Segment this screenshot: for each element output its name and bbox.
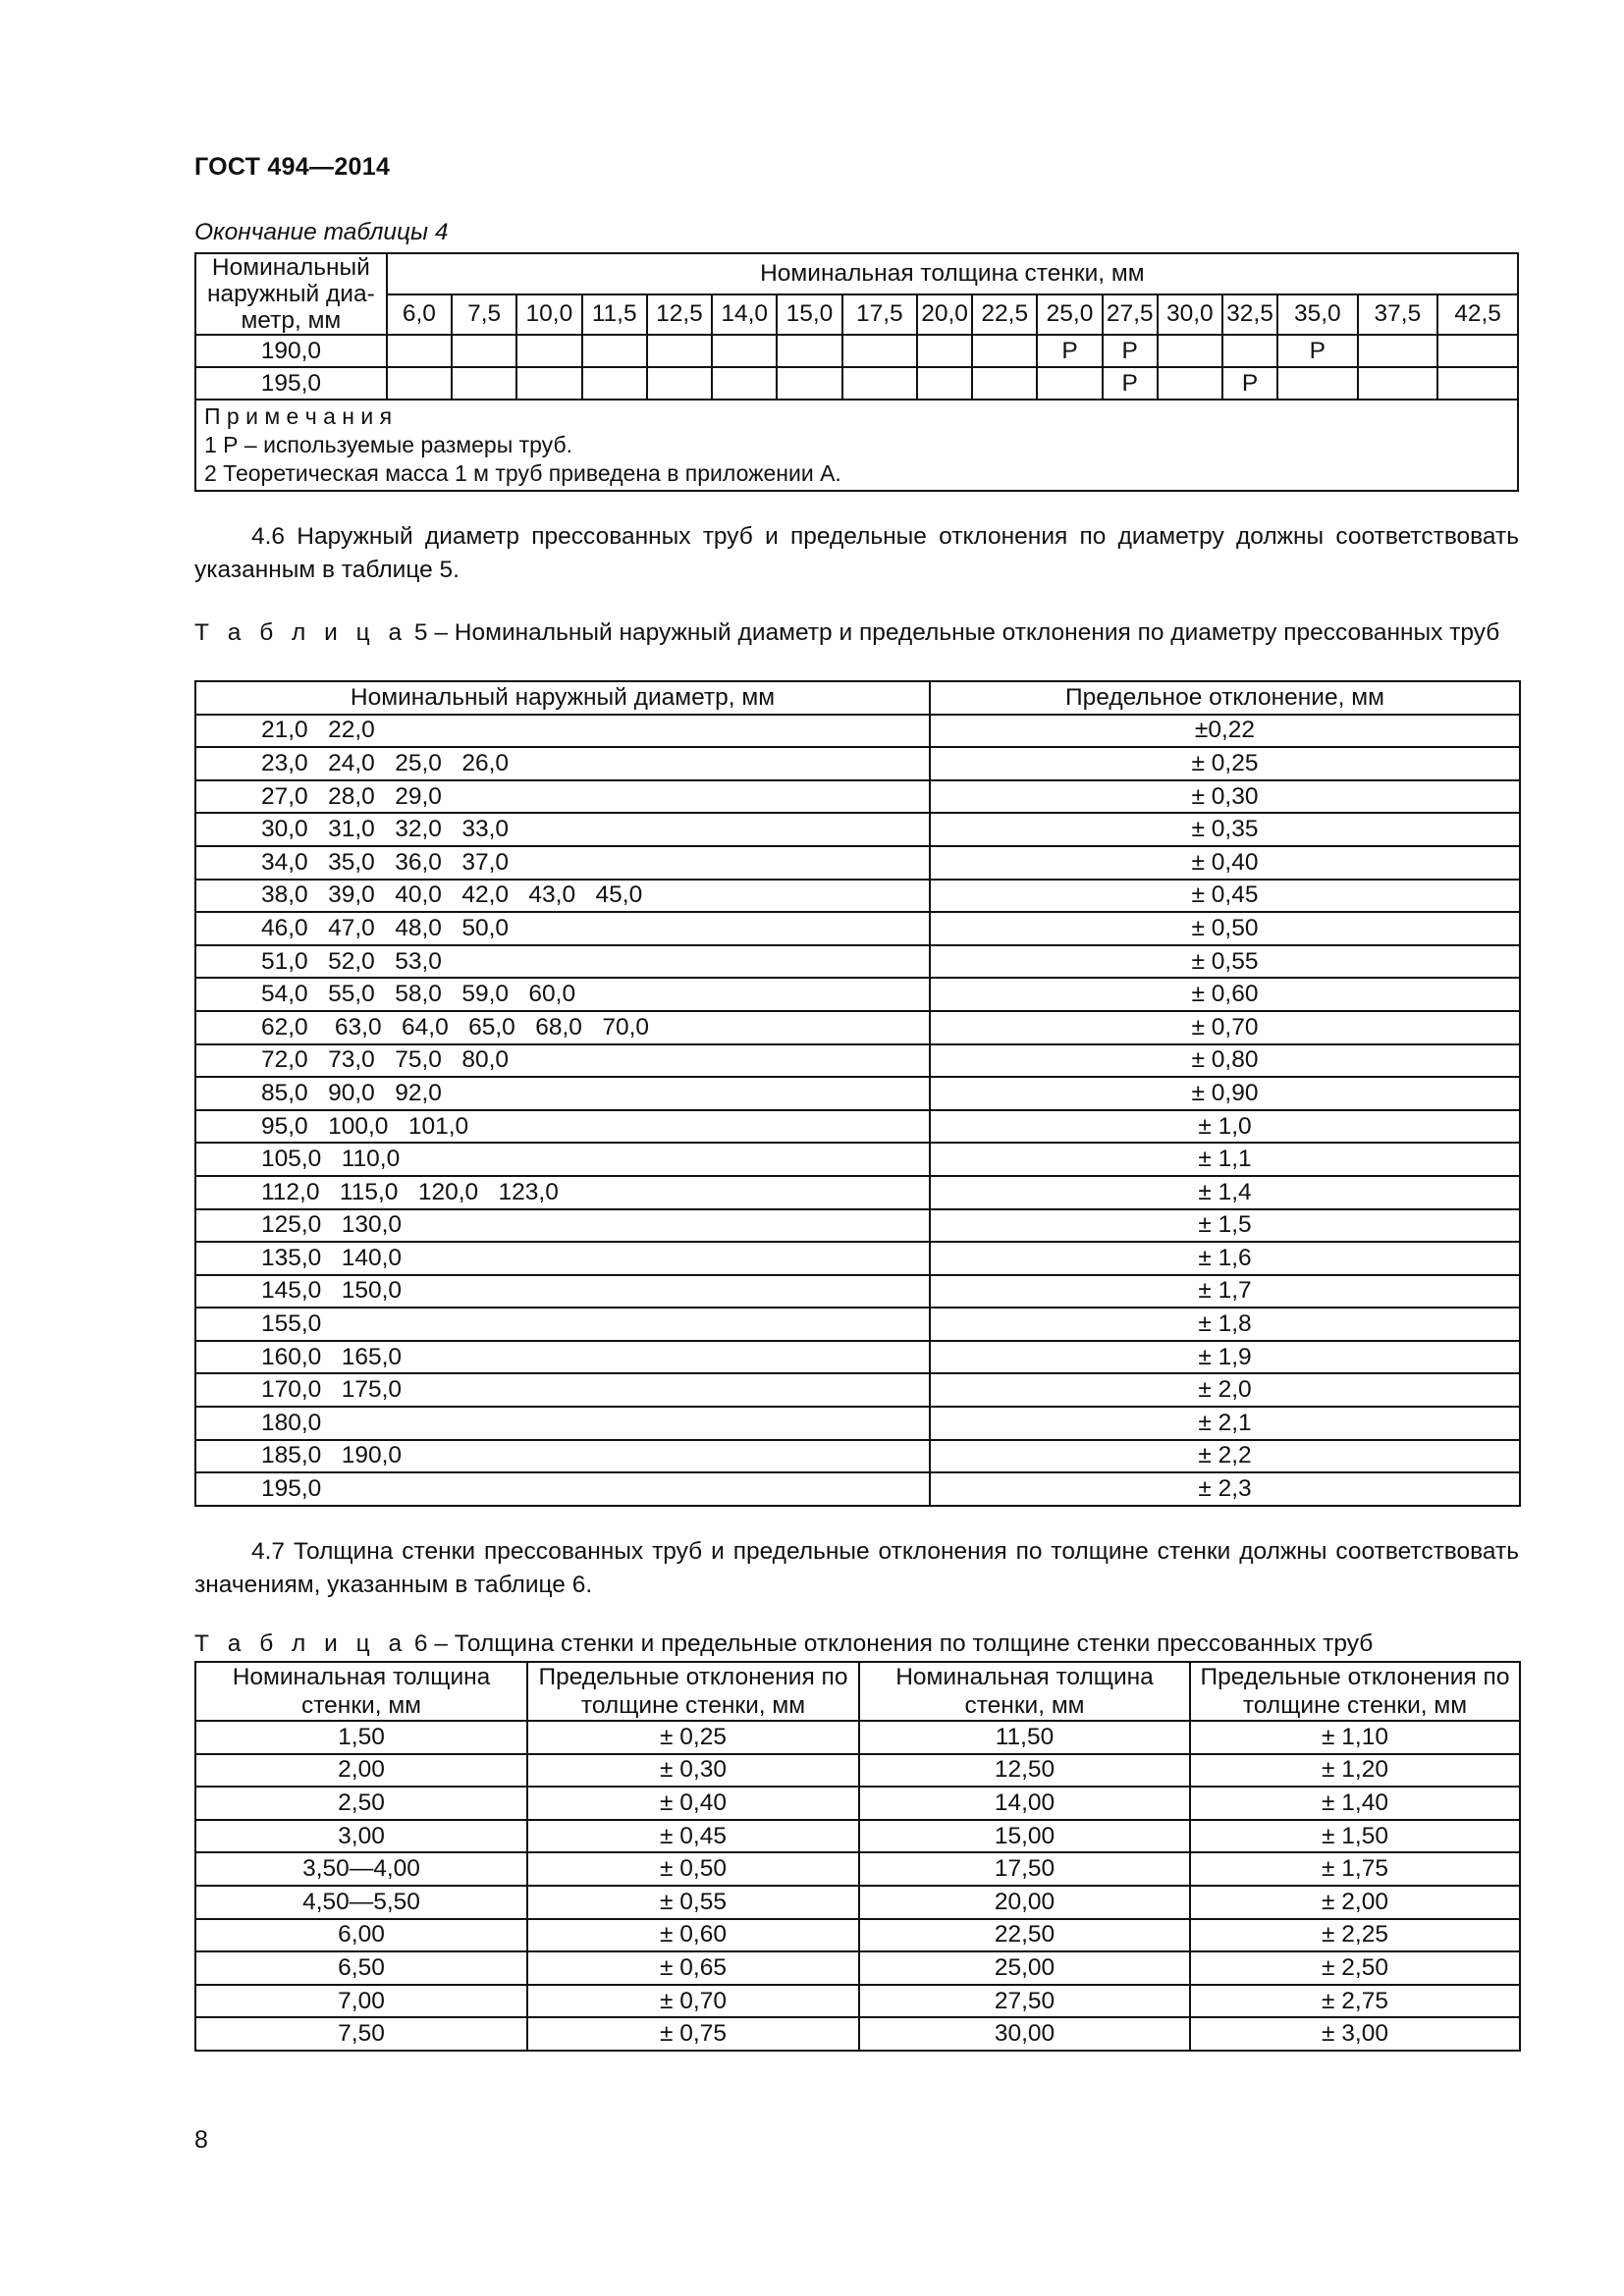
table6-cell: ± 1,75 — [1190, 1852, 1520, 1886]
table4-note-item: 2 Теоретическая масса 1 м труб приведена в приложении А. — [204, 460, 841, 486]
table5-deviation-cell: ± 0,30 — [930, 780, 1520, 814]
table-row — [195, 1110, 1520, 1144]
table6-cell: 15,00 — [859, 1820, 1190, 1853]
table4-column-header: 35,0 — [1277, 294, 1358, 336]
table6-cell: 6,00 — [195, 1919, 527, 1952]
table5-deviation-cell: ± 0,35 — [930, 813, 1520, 846]
table-row — [195, 1787, 1520, 1820]
table6-cell: ± 1,10 — [1190, 1721, 1520, 1754]
table4-column-header: 7,5 — [452, 294, 516, 336]
paragraph-4-7-text: Толщина стенки прессованных труб и предельные отклонения по толщине стенки должны соответствовать значениям, указанным в таблице 6. — [194, 1538, 1519, 1598]
table-row — [195, 1886, 1520, 1919]
table6-cell: 7,50 — [195, 2017, 527, 2051]
table4-cell — [842, 367, 917, 400]
table5-diameters-cell: 170,0 175,0 — [195, 1373, 930, 1407]
table5-deviation-cell: ± 0,25 — [930, 747, 1520, 780]
table4-cell — [1222, 335, 1277, 367]
table4-diameter-cell: 190,0 — [195, 335, 387, 367]
table4-cell — [972, 367, 1037, 400]
table6-cell: ± 1,40 — [1190, 1787, 1520, 1820]
table-row — [195, 1143, 1520, 1176]
table-row — [195, 1721, 1520, 1754]
table-row — [195, 1341, 1520, 1374]
table6-cell: 3,50—4,00 — [195, 1852, 527, 1886]
table4-cell — [712, 367, 777, 400]
table4-column-header: 20,0 — [917, 294, 972, 336]
table4-cell — [387, 335, 452, 367]
table6-cell: ± 0,40 — [527, 1787, 859, 1820]
table6-cell: 30,00 — [859, 2017, 1190, 2051]
table4-cell — [917, 335, 972, 367]
table6-cell: 12,50 — [859, 1754, 1190, 1788]
table-row — [195, 813, 1520, 846]
table6-cell: 2,50 — [195, 1787, 527, 1820]
table6-cell: 25,00 — [859, 1951, 1190, 1985]
table-row — [195, 2017, 1520, 2051]
table6-cell: ± 1,20 — [1190, 1754, 1520, 1788]
table4-column-header: 32,5 — [1222, 294, 1277, 336]
table5-deviation-cell: ± 0,90 — [930, 1077, 1520, 1110]
table6-cell: ± 0,30 — [527, 1754, 859, 1788]
table4-cell — [582, 367, 647, 400]
table5-deviation-cell: ± 1,1 — [930, 1143, 1520, 1176]
table-row — [195, 1011, 1520, 1044]
table4-column-header: 42,5 — [1437, 294, 1518, 336]
table5-diameters-cell: 46,0 47,0 48,0 50,0 — [195, 912, 930, 945]
table5-deviation-cell: ±0,22 — [930, 715, 1520, 748]
table4-cell — [972, 335, 1037, 367]
table4-cell — [452, 335, 516, 367]
table4-diameter-cell: 195,0 — [195, 367, 387, 400]
table5-deviation-cell: ± 0,55 — [930, 945, 1520, 979]
table4-cell — [1437, 367, 1518, 400]
table5-deviation-cell: ± 0,40 — [930, 846, 1520, 880]
table6-cell: 11,50 — [859, 1721, 1190, 1754]
table6-cell: ± 0,75 — [527, 2017, 859, 2051]
table-row — [195, 945, 1520, 979]
table5-deviation-cell: ± 2,1 — [930, 1407, 1520, 1440]
table5-deviation-cell: ± 1,4 — [930, 1176, 1520, 1209]
table5-header-deviation: Предельное отклонение, мм — [930, 681, 1520, 715]
table4-notes-row — [195, 400, 1518, 491]
table5-diameters-cell: 95,0 100,0 101,0 — [195, 1110, 930, 1144]
table4-row-header: Номинальный наружный диа-метр, мм — [195, 253, 387, 335]
table5-deviation-cell: ± 0,70 — [930, 1011, 1520, 1044]
table4-column-header: 10,0 — [516, 294, 581, 336]
table5-deviation-cell: ± 1,0 — [930, 1110, 1520, 1144]
table6-cell: ± 2,25 — [1190, 1919, 1520, 1952]
table6-caption-label: Т а б л и ц а — [194, 1630, 408, 1657]
table6-caption — [194, 1629, 1373, 1659]
paragraph-4-6-number: 4.6 — [251, 523, 286, 550]
table4-column-header: 37,5 — [1358, 294, 1438, 336]
table-row — [195, 880, 1520, 913]
table4-column-header: 25,0 — [1037, 294, 1102, 336]
table5-diameters-cell: 105,0 110,0 — [195, 1143, 930, 1176]
table4-cell — [777, 335, 841, 367]
table5 — [194, 680, 1521, 1507]
table6 — [194, 1661, 1521, 2052]
paragraph-4-7-number: 4.7 — [251, 1538, 286, 1565]
paragraph-4-6-text: Наружный диаметр прессованных труб и предельные отклонения по диаметру должны соответствовать указанным в таблице 5. — [194, 523, 1519, 583]
table4-cell — [842, 335, 917, 367]
table5-diameters-cell: 185,0 190,0 — [195, 1440, 930, 1473]
table5-diameters-cell: 62,0 63,0 64,0 65,0 68,0 70,0 — [195, 1011, 930, 1044]
table5-diameters-cell: 38,0 39,0 40,0 42,0 43,0 45,0 — [195, 880, 930, 913]
table5-deviation-cell: ± 1,7 — [930, 1275, 1520, 1308]
table5-header-diameter: Номинальный наружный диаметр, мм — [195, 681, 930, 715]
table5-diameters-cell: 51,0 52,0 53,0 — [195, 945, 930, 979]
table4-cell — [777, 367, 841, 400]
table-row — [195, 1407, 1520, 1440]
table4-cell — [452, 367, 516, 400]
table-row — [195, 1044, 1520, 1078]
table4-cell — [647, 367, 712, 400]
table5-deviation-cell: ± 0,50 — [930, 912, 1520, 945]
table4-cell: Р — [1277, 335, 1358, 367]
table6-cell: 4,50—5,50 — [195, 1886, 527, 1919]
table-row — [195, 1472, 1520, 1506]
table4 — [194, 252, 1519, 492]
table4-column-header: 6,0 — [387, 294, 452, 336]
table5-diameters-cell: 180,0 — [195, 1407, 930, 1440]
table5-deviation-cell: ± 2,0 — [930, 1373, 1520, 1407]
table-row — [195, 1919, 1520, 1952]
table4-notes-title: П р и м е ч а н и я — [204, 403, 393, 429]
table6-cell: 2,00 — [195, 1754, 527, 1788]
paragraph-4-7 — [194, 1535, 1519, 1602]
table4-note-item: 1 Р – используемые размеры труб. — [204, 432, 573, 457]
table4-cell — [647, 335, 712, 367]
table4-cell — [582, 335, 647, 367]
table6-cell: ± 2,75 — [1190, 1985, 1520, 2018]
table5-deviation-cell: ± 0,45 — [930, 880, 1520, 913]
table5-diameters-cell: 27,0 28,0 29,0 — [195, 780, 930, 814]
table4-column-header: 14,0 — [712, 294, 777, 336]
table6-cell: 27,50 — [859, 1985, 1190, 2018]
table5-diameters-cell: 54,0 55,0 58,0 59,0 60,0 — [195, 978, 930, 1011]
table5-deviation-cell: ± 2,2 — [930, 1440, 1520, 1473]
table4-cell — [1358, 367, 1438, 400]
table4-column-header: 15,0 — [777, 294, 841, 336]
table5-diameters-cell: 21,0 22,0 — [195, 715, 930, 748]
table4-cell — [1158, 335, 1222, 367]
table4-cell — [516, 335, 581, 367]
table5-caption-text: 5 – Номинальный наружный диаметр и предельные отклонения по диаметру прессованных труб — [413, 619, 1500, 646]
table6-cell: ± 0,25 — [527, 1721, 859, 1754]
table-row — [195, 1951, 1520, 1985]
table4-column-header: 22,5 — [972, 294, 1037, 336]
table4-cell — [1158, 367, 1222, 400]
table-row — [195, 1985, 1520, 2018]
table6-cell: 1,50 — [195, 1721, 527, 1754]
table6-caption-text: 6 – Толщина стенки и предельные отклонения по толщине стенки прессованных труб — [413, 1630, 1374, 1657]
table-row — [195, 1754, 1520, 1788]
table-row — [195, 747, 1520, 780]
table6-header-thickness-2: Номинальная толщина стенки, мм — [859, 1662, 1190, 1721]
table5-deviation-cell: ± 1,6 — [930, 1242, 1520, 1275]
table5-diameters-cell: 160,0 165,0 — [195, 1341, 930, 1374]
table-row — [195, 1275, 1520, 1308]
table5-deviation-cell: ± 1,9 — [930, 1341, 1520, 1374]
table6-cell: ± 0,45 — [527, 1820, 859, 1853]
table-row — [195, 1176, 1520, 1209]
table4-cell — [1437, 335, 1518, 367]
table-row — [195, 1308, 1520, 1341]
table6-cell: 6,50 — [195, 1951, 527, 1985]
table4-group-header: Номинальная толщина стенки, мм — [387, 253, 1518, 294]
table4-cell — [712, 335, 777, 367]
table6-header-thickness-1: Номинальная толщина стенки, мм — [195, 1662, 527, 1721]
table6-cell: 17,50 — [859, 1852, 1190, 1886]
table5-diameters-cell: 34,0 35,0 36,0 37,0 — [195, 846, 930, 880]
table4-cell — [1037, 367, 1102, 400]
table6-header-deviation-1: Предельные отклонения по толщине стенки, мм — [527, 1662, 859, 1721]
table4-column-header: 17,5 — [842, 294, 917, 336]
table4-cell: Р — [1103, 367, 1158, 400]
table5-diameters-cell: 125,0 130,0 — [195, 1209, 930, 1243]
table5-diameters-cell: 30,0 31,0 32,0 33,0 — [195, 813, 930, 846]
table6-cell: ± 0,70 — [527, 1985, 859, 2018]
table6-cell: ± 0,50 — [527, 1852, 859, 1886]
paragraph-4-6 — [194, 520, 1519, 587]
table5-diameters-cell: 72,0 73,0 75,0 80,0 — [195, 1044, 930, 1078]
table-row — [195, 1820, 1520, 1853]
table4-column-header: 11,5 — [582, 294, 647, 336]
table4-caption: Окончание таблицы 4 — [194, 219, 449, 245]
table6-cell: ± 0,65 — [527, 1951, 859, 1985]
table5-deviation-cell: ± 0,80 — [930, 1044, 1520, 1078]
table4-cell: Р — [1103, 335, 1158, 367]
table-row — [195, 846, 1520, 880]
table4-cell — [387, 367, 452, 400]
table4-column-header: 27,5 — [1103, 294, 1158, 336]
table4-column-header: 12,5 — [647, 294, 712, 336]
table6-cell: ± 2,00 — [1190, 1886, 1520, 1919]
table6-cell: ± 0,55 — [527, 1886, 859, 1919]
table-row — [195, 1242, 1520, 1275]
page-number: 8 — [194, 2126, 208, 2154]
table4-column-header: 30,0 — [1158, 294, 1222, 336]
table5-caption-label: Т а б л и ц а — [194, 619, 408, 646]
table6-cell: 20,00 — [859, 1886, 1190, 1919]
table5-diameters-cell: 112,0 115,0 120,0 123,0 — [195, 1176, 930, 1209]
table4-notes — [195, 400, 1518, 491]
table5-diameters-cell: 155,0 — [195, 1308, 930, 1341]
table-row — [195, 1209, 1520, 1243]
table4-cell: Р — [1222, 367, 1277, 400]
table5-diameters-cell: 195,0 — [195, 1472, 930, 1506]
table6-cell: ± 2,50 — [1190, 1951, 1520, 1985]
table-row — [195, 780, 1520, 814]
table-row — [195, 1373, 1520, 1407]
table4-cell: Р — [1037, 335, 1102, 367]
table4-cell — [917, 367, 972, 400]
table4-cell — [516, 367, 581, 400]
table-row — [195, 978, 1520, 1011]
table5-diameters-cell: 135,0 140,0 — [195, 1242, 930, 1275]
table5-caption — [194, 618, 1519, 648]
table6-cell: 3,00 — [195, 1820, 527, 1853]
table6-cell: 22,50 — [859, 1919, 1190, 1952]
table4-cell — [1277, 367, 1358, 400]
table-row — [195, 1077, 1520, 1110]
table6-cell: ± 1,50 — [1190, 1820, 1520, 1853]
table-row — [195, 367, 1518, 400]
table5-diameters-cell: 85,0 90,0 92,0 — [195, 1077, 930, 1110]
table5-deviation-cell: ± 1,8 — [930, 1308, 1520, 1341]
table5-deviation-cell: ± 2,3 — [930, 1472, 1520, 1506]
table5-deviation-cell: ± 1,5 — [930, 1209, 1520, 1243]
table6-cell: ± 0,60 — [527, 1919, 859, 1952]
table6-header-deviation-2: Предельные отклонения по толщине стенки, мм — [1190, 1662, 1520, 1721]
document-header: ГОСТ 494—2014 — [194, 153, 391, 181]
table6-cell: ± 3,00 — [1190, 2017, 1520, 2051]
table4-cell — [1358, 335, 1438, 367]
table-row — [195, 335, 1518, 367]
table6-cell: 14,00 — [859, 1787, 1190, 1820]
table-row — [195, 1440, 1520, 1473]
table6-cell: 7,00 — [195, 1985, 527, 2018]
table-row — [195, 715, 1520, 748]
table5-diameters-cell: 23,0 24,0 25,0 26,0 — [195, 747, 930, 780]
table5-diameters-cell: 145,0 150,0 — [195, 1275, 930, 1308]
table-row — [195, 912, 1520, 945]
table-row — [195, 1852, 1520, 1886]
table5-deviation-cell: ± 0,60 — [930, 978, 1520, 1011]
